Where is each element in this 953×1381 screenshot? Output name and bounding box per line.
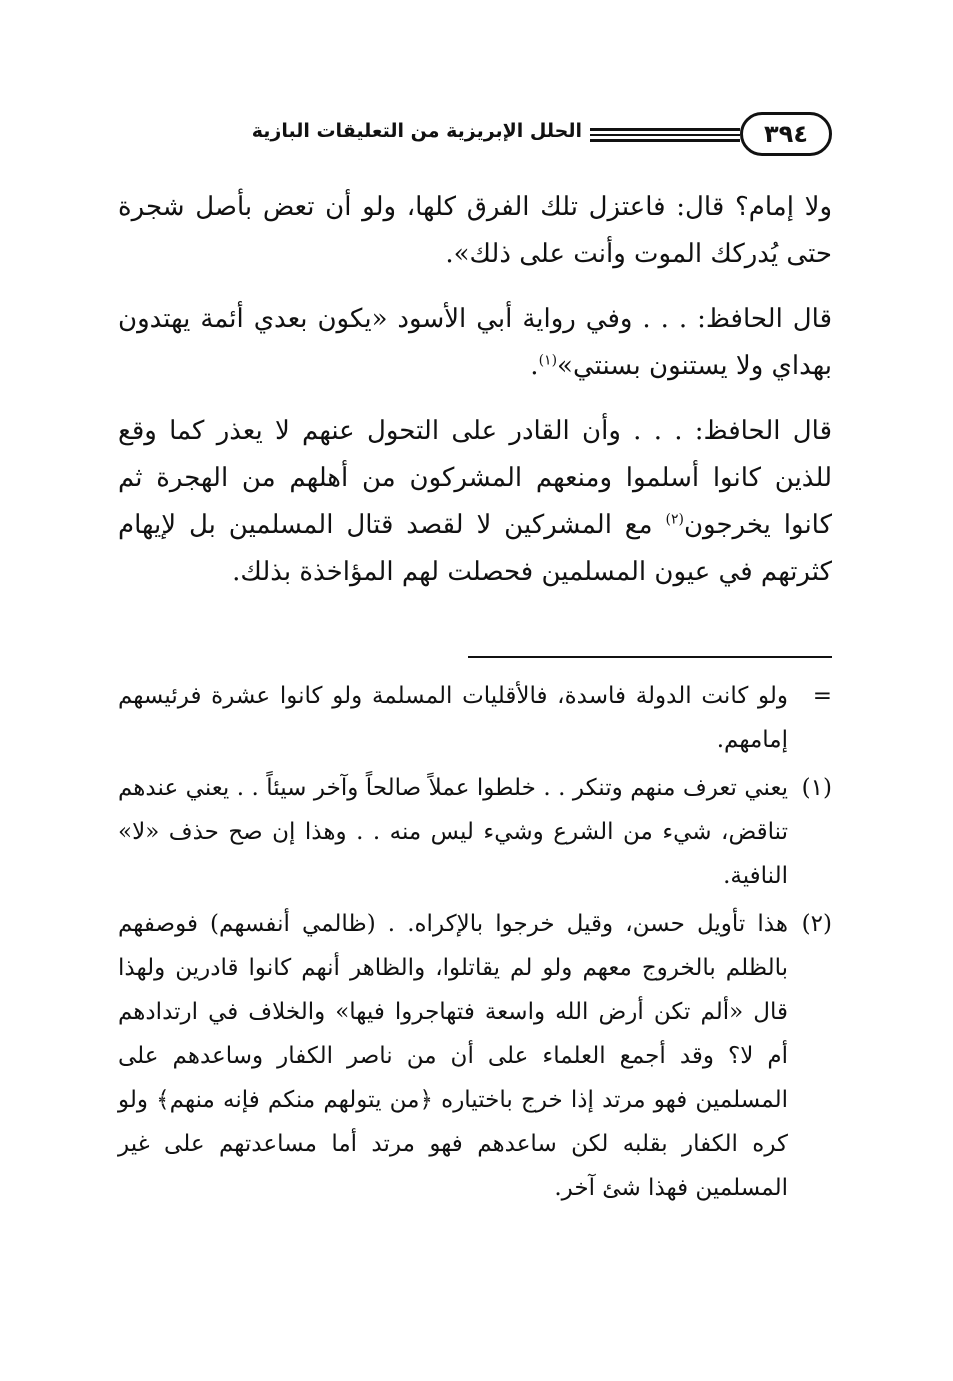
footnotes: [118, 674, 832, 1214]
running-header: [112, 112, 832, 162]
footnote-2: [118, 902, 832, 1210]
paragraph-text: قال الحافظ: . . . وأن القادر على التحول عنهم لا يعذر كما وقع للذين كانوا أسلموا ومنعهم المشركون من أهلهم من الهجرة ثم كانوا يخرجون: [118, 416, 832, 540]
footnote-mark: (١): [801, 775, 832, 801]
footnote-1: [118, 766, 832, 898]
paragraph: [118, 408, 832, 596]
footnote-continuation: [118, 674, 832, 762]
paragraph-text: مع المشركين لا لقصد قتال المسلمين بل لإيهام كثرتهم في عيون المسلمين فحصلت لهم المؤاخذة بذلك.: [118, 510, 832, 587]
footnote-text: هذا تأويل حسن، وقيل خرجوا بالإكراه. . (ظالمي أنفسهم) فوصفهم بالظلم بالخروج معهم ولو لم يقاتلوا، والظاهر أنهم كانوا قادرين ولهذا قال «ألم تكن أرض الله واسعة فتهاجروا فيها» والخلاف في ارتدادهم أم لا؟ وقد أجمع العلماء على أن من ناصر الكفار وساعدهم على المسلمين فهو مرتد إذا خرج باختياره ﴿من يتولهم منكم فإنه منهم﴾ ولو كره الكفار بقلبه لكن ساعدهم فهو مرتد أما مساعدتهم على غير المسلمين فهذا شئ آخر.: [118, 911, 788, 1201]
footnote-text: ولو كانت الدولة فاسدة، فالأقليات المسلمة ولو كانوا عشرة فرئيسهم إمامهم.: [118, 683, 788, 753]
footnote-ref: (٢): [665, 511, 684, 528]
main-text: [118, 184, 832, 614]
footnote-separator: [468, 656, 832, 658]
header-rule: [590, 126, 740, 142]
footnote-mark: (٢): [801, 911, 832, 937]
paragraph-end: .: [530, 351, 539, 381]
paragraph: [118, 296, 832, 390]
footnote-text: يعني تعرف منهم وتنكر . . خلطوا عملاً صالحاً وآخر سيئاً . . يعني عندهم تناقض، شيء من الشرع وشيء ليس منه . . وهذا إن صح حذف «لا» النافية.: [118, 775, 788, 889]
paragraph-text: قال الحافظ: . . . وفي رواية أبي الأسود «يكون بعدي أئمة يهتدون بهداي ولا يستنون بسنتي»: [118, 304, 832, 381]
footnote-mark: =: [812, 683, 832, 709]
footnote-ref: (١): [538, 352, 558, 369]
book-title: الحلل الإبريزية من التعليقات البازية: [251, 120, 582, 142]
page-number: ٣٩٤: [740, 112, 832, 156]
paragraph: ولا إمام؟ قال: فاعتزل تلك الفرق كلها، ولو أن تعض بأصل شجرة حتى يُدركك الموت وأنت على ذلك».: [118, 192, 832, 269]
